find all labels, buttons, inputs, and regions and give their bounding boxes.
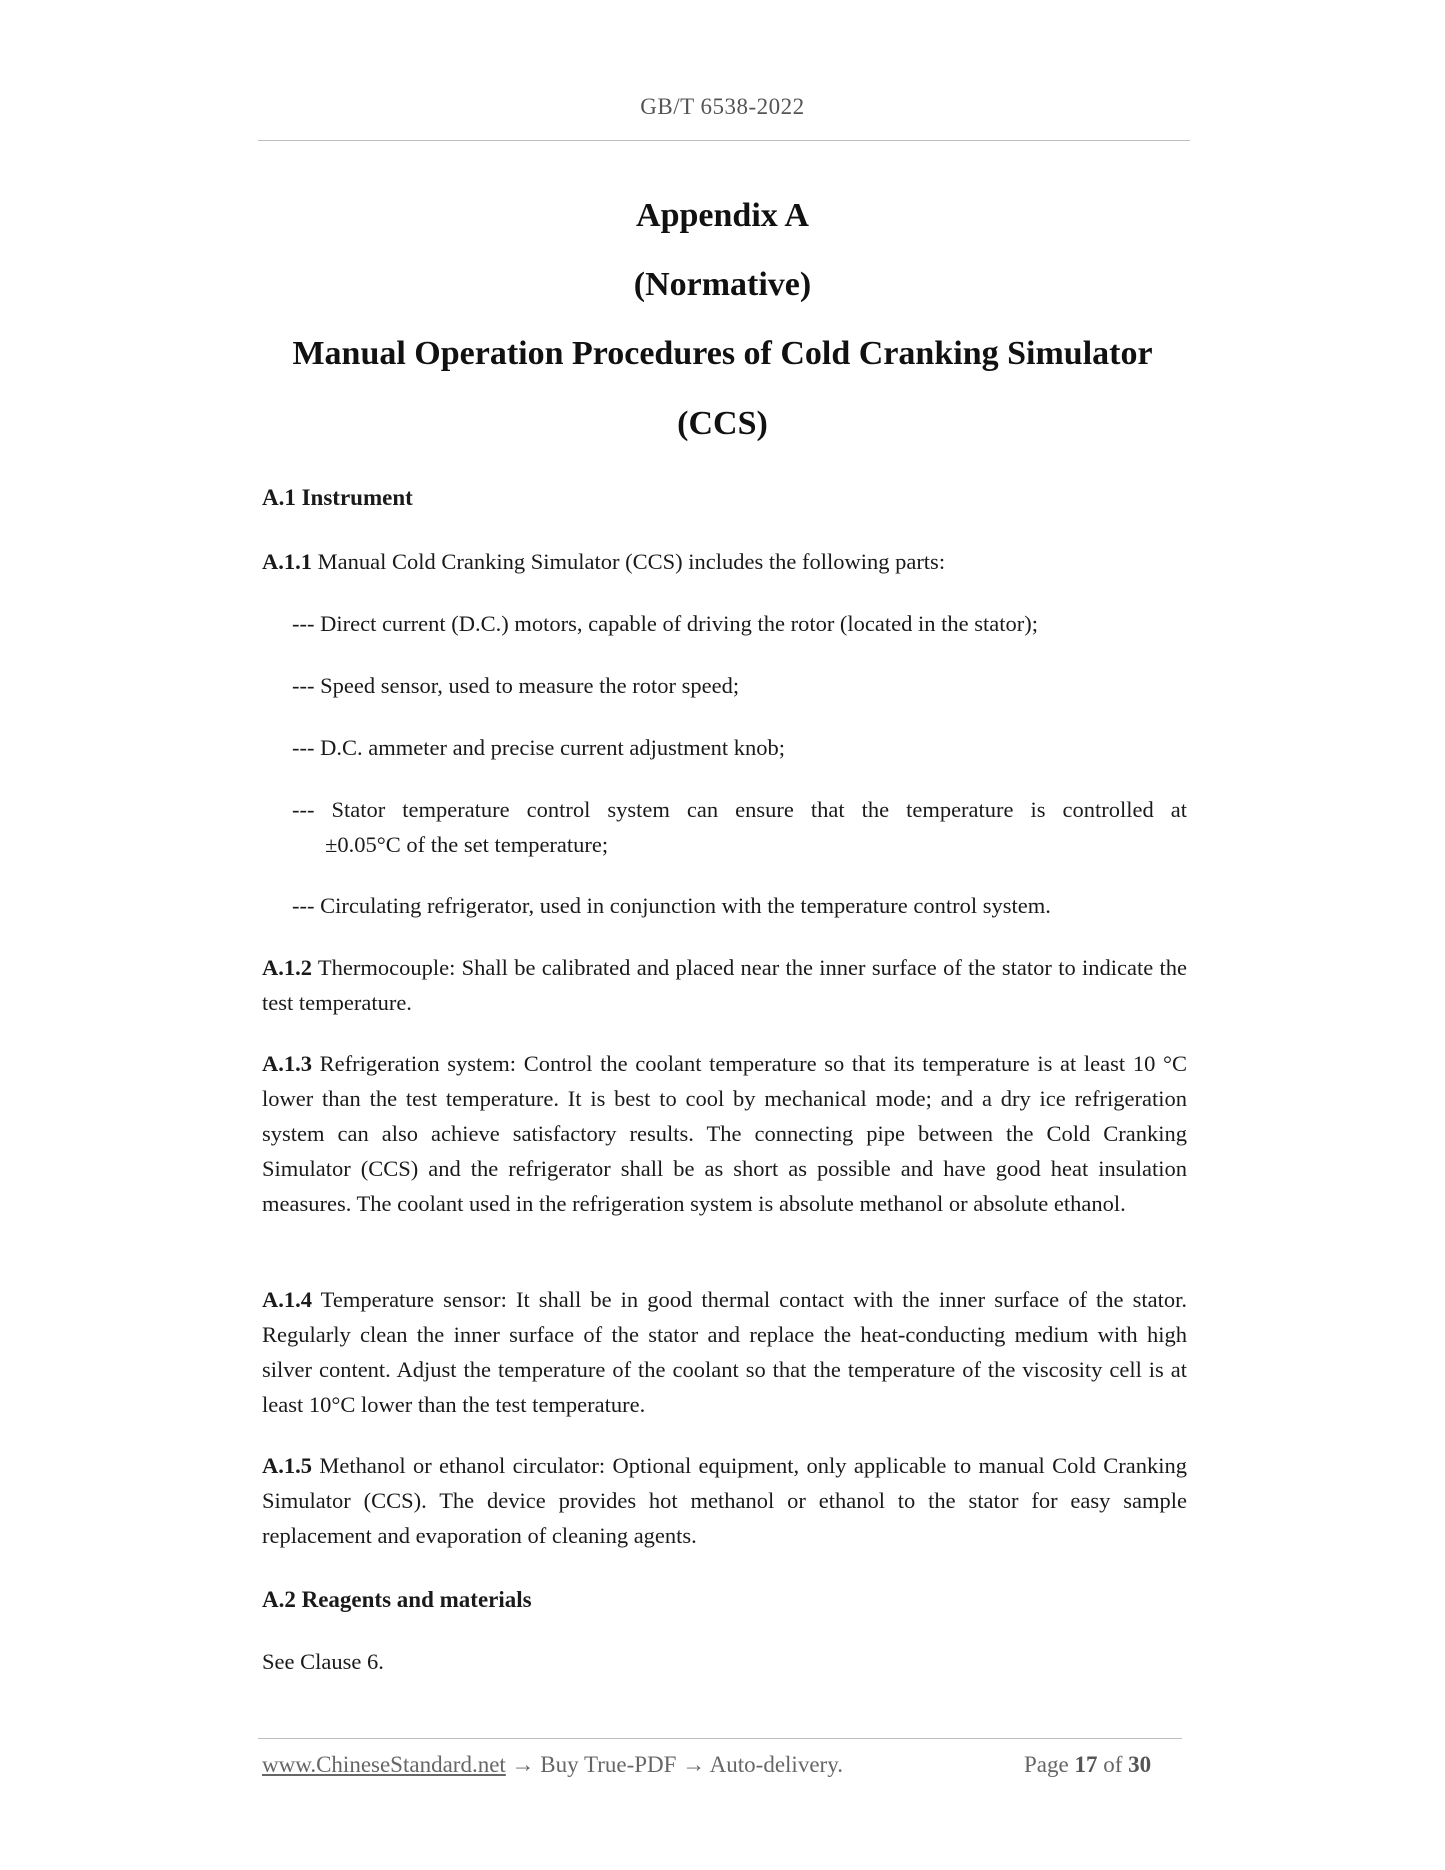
clause-a-1-5 [262, 1448, 1187, 1553]
clause-a-1-1 [262, 544, 1187, 579]
page-total: 30 [1128, 1752, 1152, 1777]
clause-a-1-4 [262, 1282, 1187, 1422]
clause-text: Thermocouple: Shall be calibrated and placed near the inner surface of the stator to indicate the test temperature. [262, 955, 1187, 1015]
clause-text: Methanol or ethanol circulator: Optional equipment, only applicable to manual Cold Cranking Simulator (CCS). The device provides hot methanol or ethanol to the stator for easy sample replacement and evaporation of cleaning agents. [262, 1453, 1187, 1548]
appendix-subject: Manual Operation Procedures of Cold Cranking Simulator [292, 335, 1153, 372]
clause-text: Manual Cold Cranking Simulator (CCS) includes the following parts: [312, 549, 946, 574]
arrow-icon: → [505, 1752, 541, 1777]
footer-divider [258, 1738, 1182, 1739]
footer-promo [262, 1752, 843, 1778]
appendix-subject-abbrev: (CCS) [677, 405, 768, 442]
section-heading-a1: A.1 Instrument [262, 485, 413, 510]
list-item: --- Direct current (D.C.) motors, capable of driving the rotor (located in the stator); [292, 611, 1038, 636]
clause-text: Refrigeration system: Control the coolant temperature so that its temperature is at least 10 °C lower than the test temperature. It is best to cool by mechanical mode; and a dry ice refrigeration system can also achieve satisfactory results. The connecting pipe between the Cold Cranking Simulator (CCS) and the refrigerator shall be as short as possible and have good heat insulation measures. The coolant used in the refrigeration system is absolute methanol or absolute ethanol. [262, 1051, 1187, 1216]
clause-a-1-3 [262, 1046, 1187, 1221]
list-item: --- Circulating refrigerator, used in conjunction with the temperature control system. [292, 893, 1051, 918]
header-standard-code: GB/T 6538-2022 [640, 94, 805, 119]
buy-text: Buy True-PDF [540, 1752, 677, 1777]
clause-number: A.1.3 [262, 1051, 312, 1076]
clause-number: A.1.5 [262, 1453, 312, 1478]
appendix-type: (Normative) [633, 266, 812, 303]
list-item: --- Stator temperature control system can ensure that the temperature is controlled at [292, 797, 1187, 822]
clause-text: Temperature sensor: It shall be in good thermal contact with the inner surface of the stator. Regularly clean the inner surface of the stator and replace the heat-conducting medium with high silver content. Adjust the temperature of the coolant so that the temperature of the viscosity cell is at least 10°C lower than the test temperature. [262, 1287, 1187, 1417]
arrow-icon: → [676, 1752, 710, 1777]
page-number [1024, 1752, 1151, 1778]
clause-number: A.1.1 [262, 549, 312, 574]
clause-number: A.1.4 [262, 1287, 312, 1312]
list-item-continuation: ±0.05°C of the set temperature; [325, 832, 609, 857]
website-link[interactable]: www.ChineseStandard.net [262, 1752, 506, 1777]
appendix-title: Appendix A [636, 197, 809, 234]
header-divider [258, 140, 1190, 141]
page-current: 17 [1074, 1752, 1098, 1777]
of-label: of [1097, 1752, 1129, 1777]
page-label: Page [1024, 1752, 1075, 1777]
section-heading-a2: A.2 Reagents and materials [262, 1587, 532, 1612]
clause-number: A.1.2 [262, 955, 312, 980]
list-item: --- D.C. ammeter and precise current adjustment knob; [292, 735, 785, 760]
clause-a-1-2 [262, 950, 1187, 1020]
delivery-text: Auto-delivery. [709, 1752, 843, 1777]
list-item: --- Speed sensor, used to measure the rotor speed; [292, 673, 740, 698]
clause-a-2-text: See Clause 6. [262, 1649, 384, 1674]
